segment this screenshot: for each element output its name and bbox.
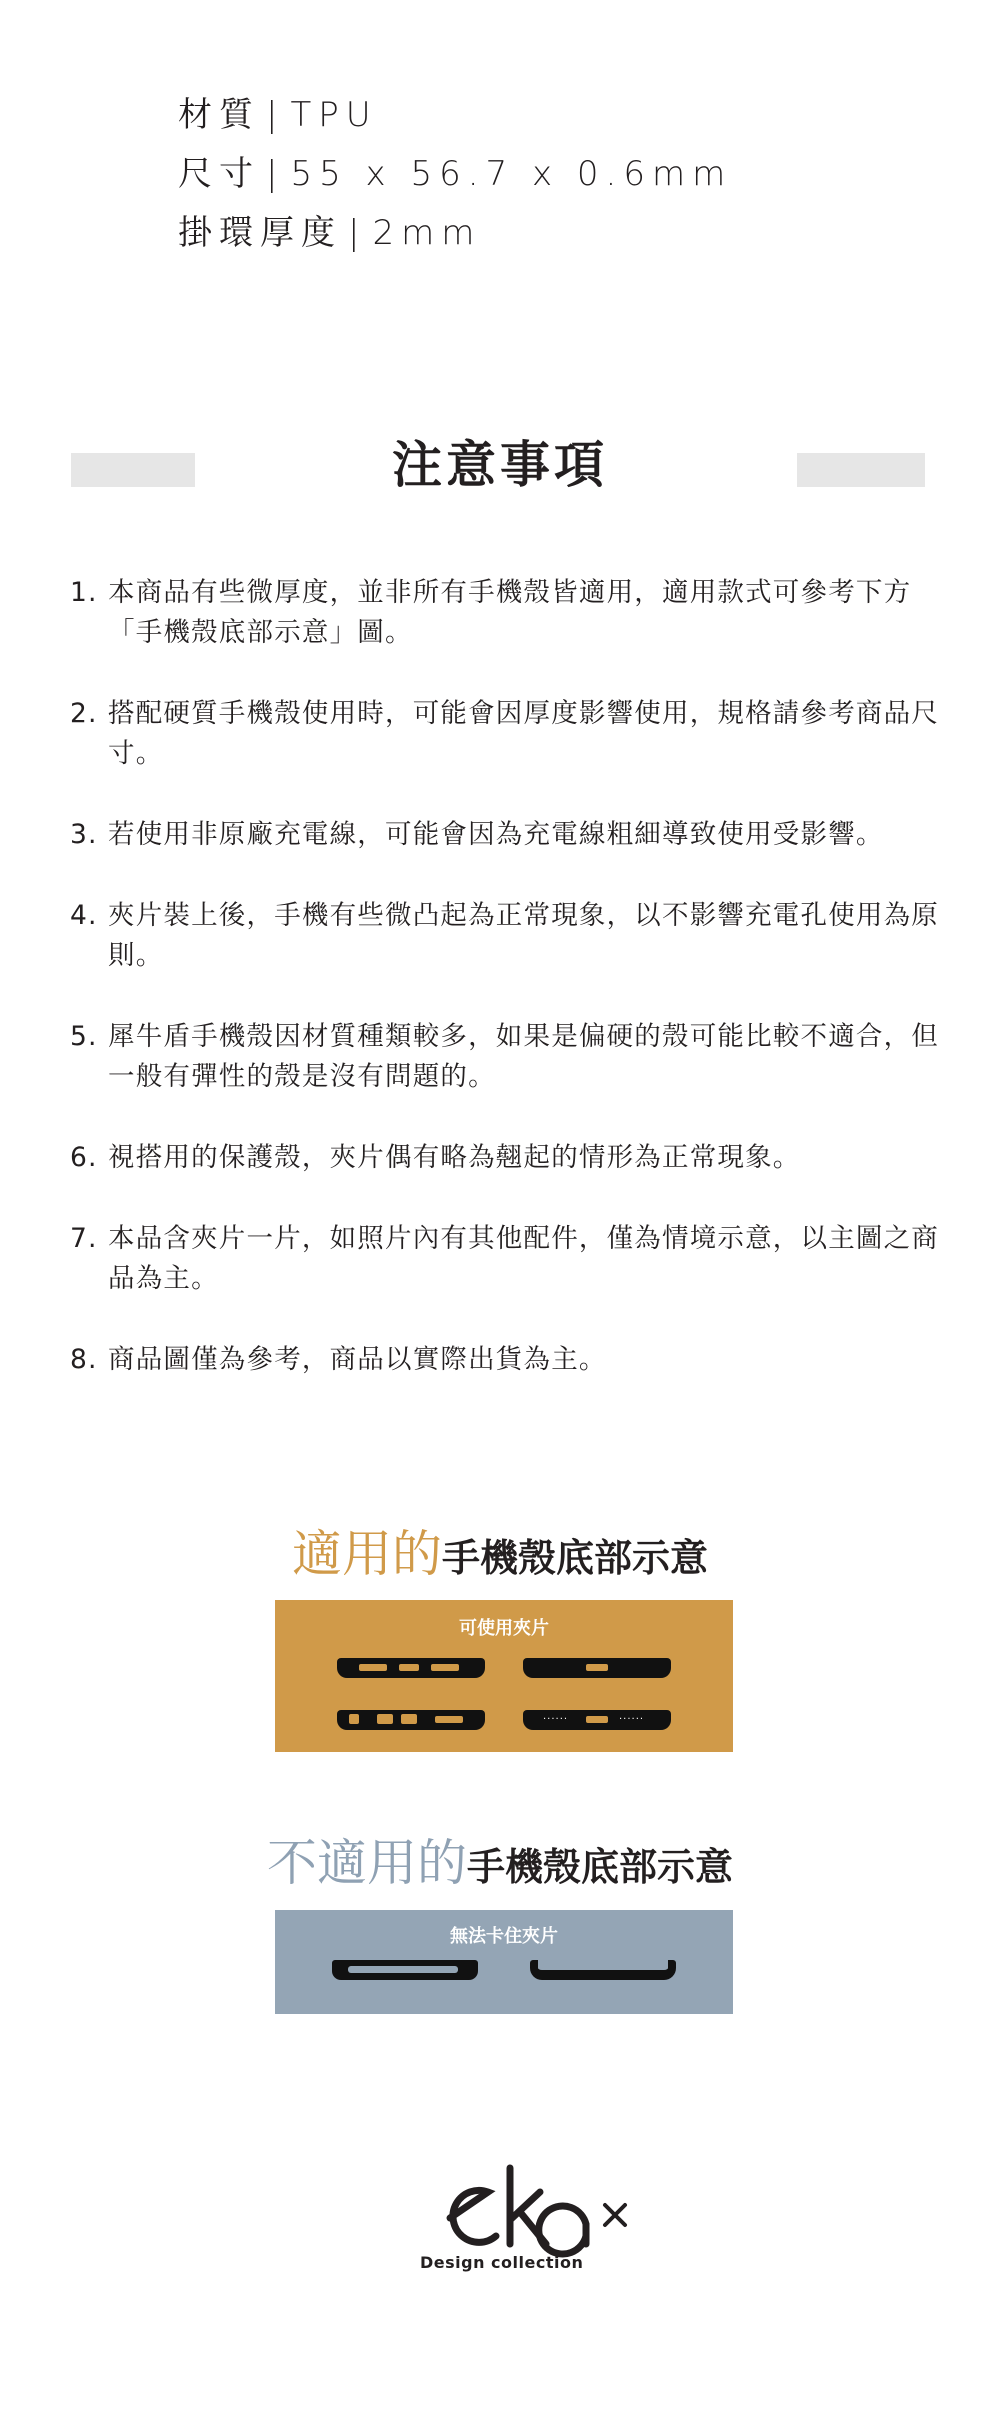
item-text: 本商品有些微厚度，並非所有手機殼皆適用，適用款式可參考下方「手機殼底部示意」圖。 <box>108 577 912 648</box>
incompatible-panel-label: 無法卡住夾片 <box>450 1926 558 1947</box>
list-item <box>70 1340 940 1380</box>
list-item <box>70 694 940 774</box>
decorative-bar-right <box>797 453 925 487</box>
item-number: 1. <box>70 577 98 608</box>
list-item <box>70 1017 940 1097</box>
case-bottom-icon <box>337 1658 485 1678</box>
brand-subtitle: Design collection <box>420 2253 584 2272</box>
case-bottom-icon: ······ ······ <box>523 1710 671 1730</box>
case-bottom-icon <box>523 1658 671 1678</box>
case-bottom-icon <box>530 1960 676 1980</box>
incompatible-illustration <box>275 1910 733 2014</box>
spec-list <box>178 92 732 269</box>
spec-label: 材質 <box>178 95 260 135</box>
case-bottom-icon <box>337 1710 485 1730</box>
spec-label: 尺寸 <box>178 154 260 194</box>
notice-list <box>70 573 940 1421</box>
incompatible-title-accent: 不適用的 <box>266 1834 467 1892</box>
compatible-title <box>0 1514 1000 1586</box>
list-item <box>70 573 940 653</box>
spec-label: 掛環厚度 <box>178 213 342 253</box>
item-number: 7. <box>70 1223 98 1254</box>
list-item <box>70 815 940 855</box>
item-number: 5. <box>70 1021 98 1052</box>
item-number: 4. <box>70 900 98 931</box>
item-text: 商品圖僅為參考，商品以實際出貨為主。 <box>108 1344 607 1375</box>
spec-row-size <box>178 151 732 210</box>
list-item <box>70 1138 940 1178</box>
item-number: 8. <box>70 1344 98 1375</box>
item-text: 夾片裝上後，手機有些微凸起為正常現象，以不影響充電孔使用為原則。 <box>108 900 939 971</box>
item-text: 本品含夾片一片，如照片內有其他配件，僅為情境示意，以主圖之商品為主。 <box>108 1223 939 1294</box>
compatible-illustration <box>275 1600 733 1752</box>
spec-value: 2mm <box>372 213 482 253</box>
notice-title: 注意事項 <box>392 436 608 494</box>
spec-row-ring-thickness <box>178 210 732 269</box>
spec-row-material <box>178 92 732 151</box>
compatible-panel-label: 可使用夾片 <box>459 1618 549 1639</box>
spec-separator: | <box>266 95 285 135</box>
item-number: 3. <box>70 819 98 850</box>
item-text: 犀牛盾手機殼因材質種類較多，如果是偏硬的殼可能比較不適合，但一般有彈性的殼是沒有問題的。 <box>108 1021 939 1092</box>
spec-value: 55 x 56.7 x 0.6mm <box>290 154 733 194</box>
item-text: 若使用非原廠充電線，可能會因為充電線粗細導致使用受影響。 <box>108 819 884 850</box>
case-bottom-icon <box>332 1960 478 1980</box>
item-text: 搭配硬質手機殼使用時，可能會因厚度影響使用，規格請參考商品尺寸。 <box>108 698 939 769</box>
item-number: 2. <box>70 698 98 729</box>
spec-separator: | <box>348 213 367 253</box>
spec-separator: | <box>266 154 285 194</box>
list-item <box>70 896 940 976</box>
close-mark-icon <box>605 2205 625 2225</box>
list-item <box>70 1219 940 1299</box>
compatible-title-rest: 手機殼底部示意 <box>441 1536 708 1580</box>
item-text: 視搭用的保護殼，夾片偶有略為翹起的情形為正常現象。 <box>108 1142 801 1173</box>
incompatible-title-rest: 手機殼底部示意 <box>466 1845 733 1889</box>
compatible-title-accent: 適用的 <box>291 1525 442 1583</box>
item-number: 6. <box>70 1142 98 1173</box>
spec-value: TPU <box>290 95 378 135</box>
notice-header <box>0 435 1000 495</box>
incompatible-title <box>0 1823 1000 1895</box>
